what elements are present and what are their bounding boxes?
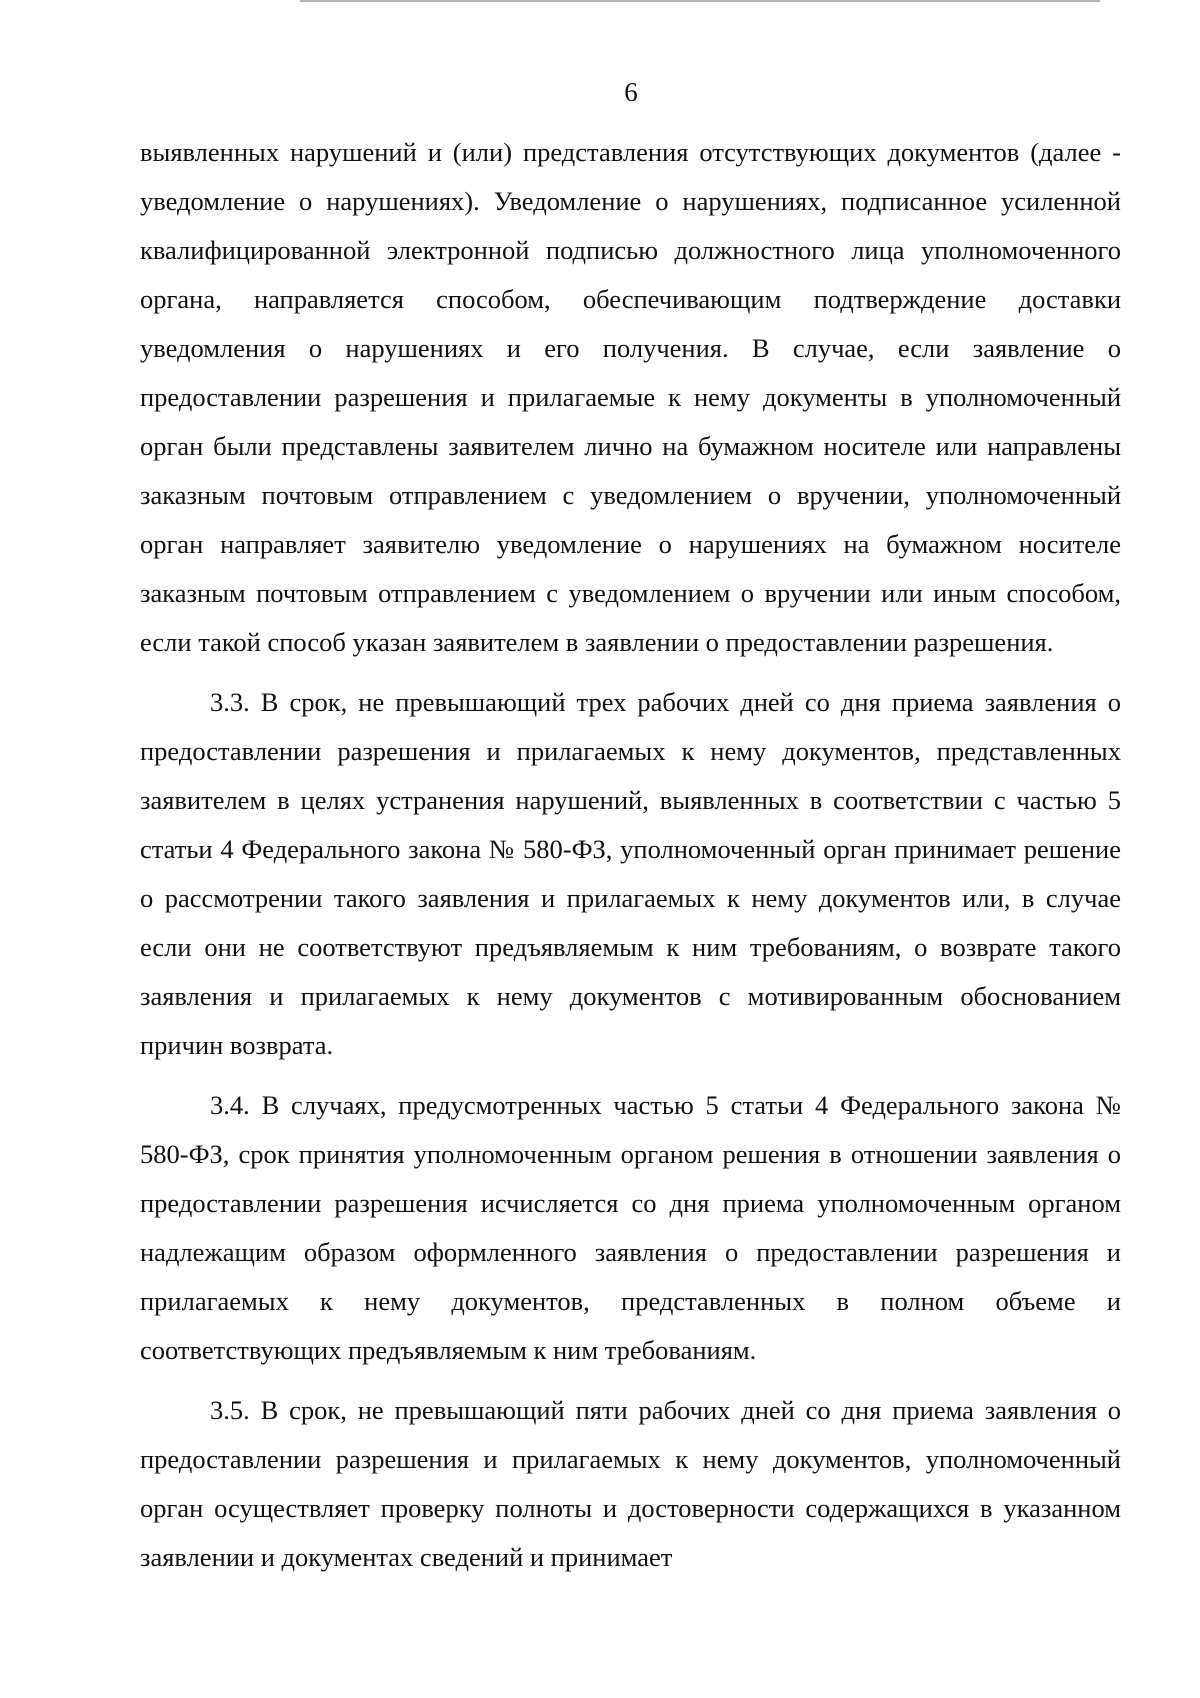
paragraph-3-5: 3.5. В срок, не превышающий пяти рабочих дней со дня приема заявления о предоставлении разрешения и прилагаемых к нему документов, уполномоченный орган осуществляет проверку полноты и достоверности содержащихся в указанном заявлении и документах сведений и принимает	[140, 1395, 1121, 1572]
paragraph-continuation: выявленных нарушений и (или) представления отсутствующих документов (далее - уведомление о нарушениях). Уведомление о нарушениях, подписанное усиленной квалифицированной электронной подписью должностного лица уполномоченного органа, направляется способом, обеспечивающим подтверждение доставки уведомления о нарушениях и его получения. В случае, если заявление о предоставлении разрешения и прилагаемые к нему документы в уполномоченный орган были представлены заявителем лично на бумажном носителе или направлены заказным почтовым отправлением с уведомлением о вручении, уполномоченный орган направляет заявителю уведомление о нарушениях на бумажном носителе заказным почтовым отправлением с уведомлением о вручении или иным способом, если такой способ указан заявителем в заявлении о предоставлении разрешения.	[140, 137, 1121, 657]
paragraph-3-4: 3.4. В случаях, предусмотренных частью 5 статьи 4 Федерального закона № 580-ФЗ, срок принятия уполномоченным органом решения в отношении заявления о предоставлении разрешения исчисляется со дня приема уполномоченным органом надлежащим образом оформленного заявления о предоставлении разрешения и прилагаемых к нему документов, представленных в полном объеме и соответствующих предъявляемым к ним требованиям.	[140, 1090, 1121, 1365]
paragraph-3-3: 3.3. В срок, не превышающий трех рабочих дней со дня приема заявления о предоставлении разрешения и прилагаемых к нему документов, представленных заявителем в целях устранения нарушений, выявленных в соответствии с частью 5 статьи 4 Федерального закона № 580-ФЗ, уполномоченный орган принимает решение о рассмотрении такого заявления и прилагаемых к нему документов или, в случае если они не соответствуют предъявляемым к ним требованиям, о возврате такого заявления и прилагаемых к нему документов с мотивированным обоснованием причин возврата.	[140, 687, 1121, 1060]
scan-top-edge-line	[300, 0, 1100, 2]
document-body	[140, 128, 1121, 1593]
page-number: 6	[624, 77, 638, 107]
